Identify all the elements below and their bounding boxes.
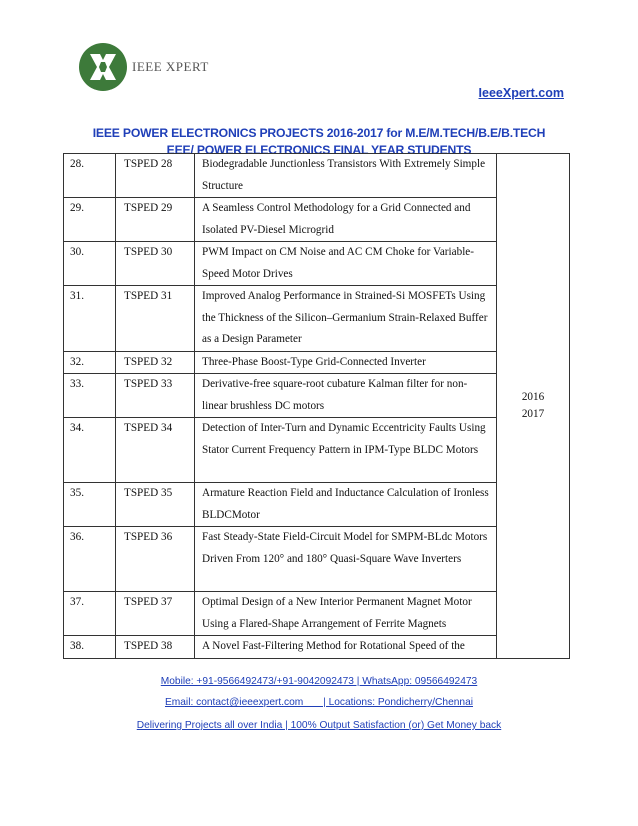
project-title: Optimal Design of a New Interior Permanent Magnet Motor Using a Flared-Shape Arrangement of Ferrite Magnets — [195, 592, 497, 636]
tagline[interactable]: Delivering Projects all over India | 100% Output Satisfaction (or) Get Money back — [136, 720, 502, 731]
year-label-end: 2017 — [521, 407, 545, 420]
table-row — [64, 527, 570, 592]
table-row — [64, 154, 570, 198]
project-title: Armature Reaction Field and Inductance Calculation of Ironless BLDCMotor — [195, 483, 497, 527]
project-code: TSPED 33 — [116, 374, 195, 418]
contact-line[interactable]: Mobile: +91-9566492473/+91-9042092473 | WhatsApp: 09566492473 — [160, 676, 478, 687]
year-cell — [497, 154, 570, 659]
project-title: A Novel Fast-Filtering Method for Rotational Speed of the — [195, 636, 497, 659]
row-number: 37. — [64, 592, 116, 636]
project-code: TSPED 38 — [116, 636, 195, 659]
project-code: TSPED 35 — [116, 483, 195, 527]
table-row — [64, 636, 570, 659]
table-row — [64, 198, 570, 242]
year-label-start: 2016 — [521, 390, 545, 403]
row-number: 38. — [64, 636, 116, 659]
row-number: 30. — [64, 242, 116, 286]
project-title: Detection of Inter-Turn and Dynamic Eccentricity Faults Using Stator Current Frequency Pattern in IPM-Type BLDC Motors — [195, 418, 497, 483]
row-number: 35. — [64, 483, 116, 527]
project-code: TSPED 30 — [116, 242, 195, 286]
row-number: 36. — [64, 527, 116, 592]
project-title: Three-Phase Boost-Type Grid-Connected Inverter — [195, 351, 497, 374]
ieee-xpert-logo-icon — [78, 42, 128, 92]
table-row — [64, 592, 570, 636]
project-code: TSPED 29 — [116, 198, 195, 242]
project-title: Biodegradable Junctionless Transistors With Extremely Simple Structure — [195, 154, 497, 198]
table-row — [64, 418, 570, 483]
table-row — [64, 374, 570, 418]
page-title-line2: EEE/ POWER ELECTRONICS FINAL YEAR STUDENTS — [166, 143, 472, 157]
project-title: Derivative-free square-root cubature Kalman filter for non-linear brushless DC motors — [195, 374, 497, 418]
page-title-line1: IEEE POWER ELECTRONICS PROJECTS 2016-2017 for M.E/M.TECH/B.E/B.TECH — [92, 126, 546, 140]
project-code: TSPED 34 — [116, 418, 195, 483]
email-line[interactable]: Email: contact@ieeexpert.com | Locations: Pondicherry/Chennai — [164, 697, 473, 708]
row-number: 28. — [64, 154, 116, 198]
logo-text: IEEE XPERT — [132, 59, 209, 74]
projects-table — [63, 153, 570, 659]
project-title: Improved Analog Performance in Strained-Si MOSFETs Using the Thickness of the Silicon–Germanium Strain-Relaxed Buffer as a Design Parameter — [195, 286, 497, 352]
project-code: TSPED 32 — [116, 351, 195, 374]
row-number: 34. — [64, 418, 116, 483]
company-logo — [78, 42, 218, 94]
project-code: TSPED 28 — [116, 154, 195, 198]
row-number: 29. — [64, 198, 116, 242]
row-number: 31. — [64, 286, 116, 352]
row-number: 32. — [64, 351, 116, 374]
project-title: A Seamless Control Methodology for a Grid Connected and Isolated PV-Diesel Microgrid — [195, 198, 497, 242]
project-code: TSPED 36 — [116, 527, 195, 592]
table-row — [64, 351, 570, 374]
project-code: TSPED 31 — [116, 286, 195, 352]
project-title: PWM Impact on CM Noise and AC CM Choke for Variable-Speed Motor Drives — [195, 242, 497, 286]
table-row — [64, 483, 570, 527]
row-number: 33. — [64, 374, 116, 418]
project-code: TSPED 37 — [116, 592, 195, 636]
site-link[interactable]: IeeeXpert.com — [478, 86, 564, 100]
project-title: Fast Steady-State Field-Circuit Model for SMPM-BLdc Motors Driven From 120° and 180° Quasi-Square Wave Inverters — [195, 527, 497, 592]
table-row — [64, 242, 570, 286]
table-row — [64, 286, 570, 352]
